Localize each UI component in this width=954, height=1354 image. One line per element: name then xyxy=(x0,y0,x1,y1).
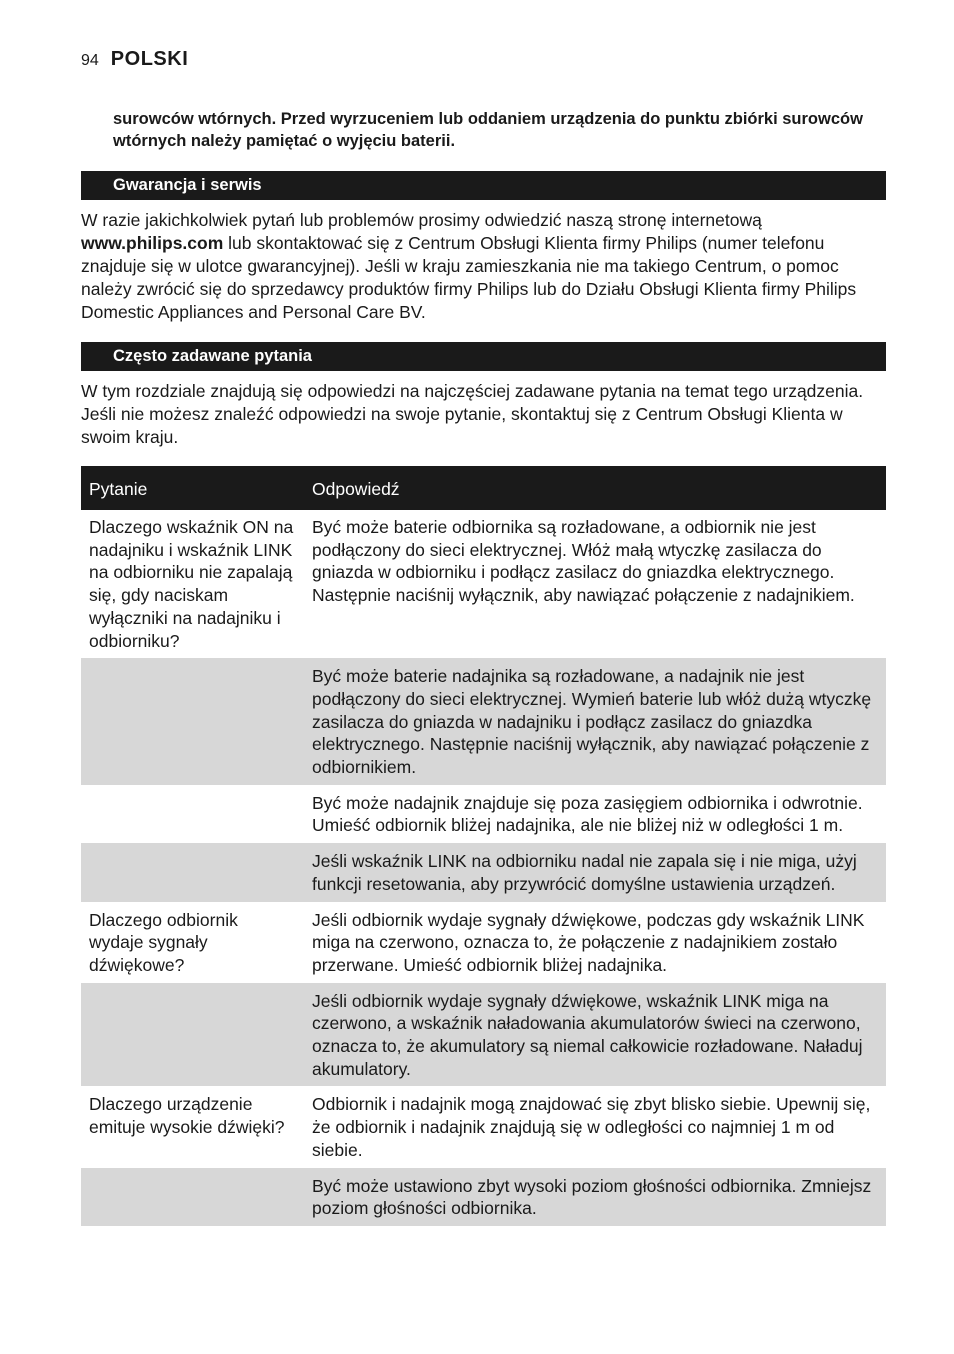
answer-cell: Jeśli wskaźnik LINK na odbiorniku nadal nie zapala się i nie miga, użyj funkcji resetowania, aby przywrócić domyślne ustawienia urządzeń. xyxy=(304,844,886,902)
table-row xyxy=(81,659,886,786)
philips-link[interactable]: www.philips.com xyxy=(81,233,224,253)
table-row xyxy=(81,510,886,659)
table-row xyxy=(81,785,886,843)
intro-paragraph: surowców wtórnych. Przed wyrzuceniem lub oddaniem urządzenia do punktu zbiórki surowców wtórnych należy pamiętać o wyjęciu baterii. xyxy=(113,110,863,150)
question-cell xyxy=(81,983,304,1087)
table-row xyxy=(81,1168,886,1226)
faq-intro: W tym rozdziale znajdują się odpowiedzi na najczęściej zadawane pytania na temat tego urządzenia. Jeśli nie możesz znaleźć odpowiedzi na swoje pytanie, skontaktuj się z Centrum Obsługi Klienta w swoim kraju. xyxy=(81,381,864,447)
page-header xyxy=(81,48,188,71)
warranty-text-1: W razie jakichkolwiek pytań lub problemów prosimy odwiedzić naszą stronę internetową xyxy=(81,210,762,230)
faq-heading: Często zadawane pytania xyxy=(81,342,886,371)
question-cell: Dlaczego odbiornik wydaje sygnały dźwiękowe? xyxy=(81,902,304,983)
answer-cell: Być może baterie odbiornika są rozładowane, a odbiornik nie jest podłączony do sieci elektrycznej. Włóż małą wtyczkę zasilacza do gniazda w odbiorniku i podłącz zasilacz do gniazdka elektrycznego. Następnie naciśnij wyłącznik, aby nawiązać połączenie z nadajnikiem. xyxy=(304,510,886,659)
warranty-text-2: lub skontaktować się z Centrum Obsługi Klienta firmy Philips (numer telefonu znajduje się w ulotce gwarancyjnej). Jeśli w kraju zamieszkania nie ma takiego Centrum, o pomoc należy zwrócić się do sprzedawcy produktów firmy Philips lub do Działu Obsługi Klienta firmy Philips Domestic Appliances and Personal Care BV. xyxy=(81,233,857,322)
question-cell xyxy=(81,844,304,902)
question-cell: Dlaczego urządzenie emituje wysokie dźwięki? xyxy=(81,1087,304,1168)
page-language: POLSKI xyxy=(110,48,189,70)
col-header-answer: Odpowiedź xyxy=(304,466,886,510)
question-cell xyxy=(81,1168,304,1226)
answer-cell: Odbiornik i nadajnik mogą znajdować się zbyt blisko siebie. Upewnij się, że odbiornik i nadajnik znajdują się w odległości co najmniej 1 m od siebie. xyxy=(304,1087,886,1168)
table-row xyxy=(81,983,886,1087)
faq-table-header xyxy=(81,466,886,510)
col-header-question: Pytanie xyxy=(81,466,304,510)
answer-cell: Być może ustawiono zbyt wysoki poziom głośności odbiornika. Zmniejsz poziom głośności odbiornika. xyxy=(304,1168,886,1226)
table-row xyxy=(81,902,886,983)
table-row xyxy=(81,844,886,902)
faq-table xyxy=(81,466,886,1227)
answer-cell: Jeśli odbiornik wydaje sygnały dźwiękowe, podczas gdy wskaźnik LINK miga na czerwono, oznacza to, że połączenie z nadajnikiem zostało przerwane. Umieść odbiornik bliżej nadajnika. xyxy=(304,902,886,983)
table-row xyxy=(81,1087,886,1168)
page-number: 94 xyxy=(81,52,99,69)
answer-cell: Jeśli odbiornik wydaje sygnały dźwiękowe, wskaźnik LINK miga na czerwono, a wskaźnik naładowania akumulatorów świeci na czerwono, oznacza to, że akumulatory są niemal całkowicie rozładowane. Naładuj akumulatory. xyxy=(304,983,886,1087)
warranty-heading: Gwarancja i serwis xyxy=(81,171,886,200)
question-cell xyxy=(81,659,304,786)
answer-cell: Być może nadajnik znajduje się poza zasięgiem odbiornika i odwrotnie. Umieść odbiornik bliżej nadajnika, ale nie bliżej niż w odległości 1 m. xyxy=(304,785,886,843)
question-cell: Dlaczego wskaźnik ON na nadajniku i wskaźnik LINK na odbiorniku nie zapalają się, gdy naciskam wyłączniki na nadajniku i odbiorniku? xyxy=(81,510,304,659)
warranty-paragraph xyxy=(81,209,891,324)
question-cell xyxy=(81,785,304,843)
answer-cell: Być może baterie nadajnika są rozładowane, a nadajnik nie jest podłączony do sieci elektrycznej. Wymień baterie lub włóż dużą wtyczkę zasilacza do gniazda w nadajniku i podłącz zasilacz do gniazdka elektrycznego. Następnie naciśnij wyłącznik, aby nawiązać połączenie z odbiornikiem. xyxy=(304,659,886,786)
